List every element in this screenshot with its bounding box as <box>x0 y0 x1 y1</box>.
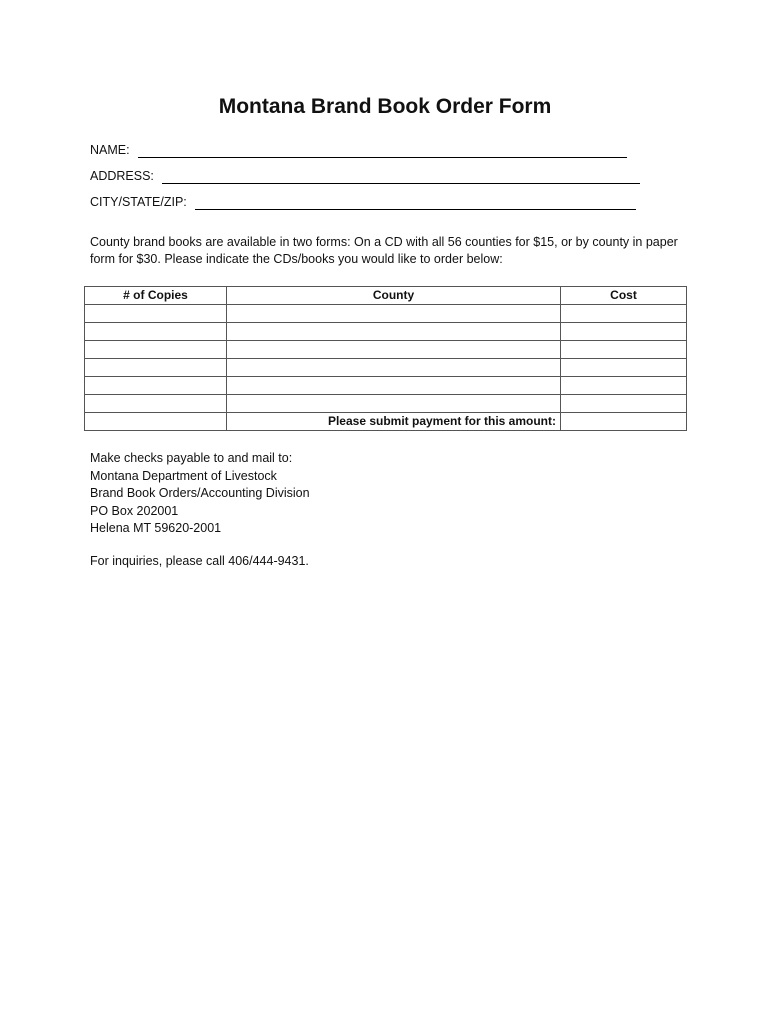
table-header-row <box>85 287 687 305</box>
page-title: Montana Brand Book Order Form <box>218 95 552 118</box>
cost-cell[interactable] <box>561 377 687 395</box>
city-state-zip-field-row <box>90 190 636 210</box>
cost-cell[interactable] <box>561 359 687 377</box>
cost-cell[interactable] <box>561 323 687 341</box>
mail-line: PO Box 202001 <box>90 503 179 518</box>
copies-cell[interactable] <box>85 359 227 377</box>
mail-line: Make checks payable to and mail to: <box>90 451 293 465</box>
copies-cell[interactable] <box>85 305 227 323</box>
mail-line: Helena MT 59620-2001 <box>90 521 222 535</box>
mailing-instructions <box>90 450 310 538</box>
city-state-zip-field[interactable] <box>195 194 636 210</box>
mail-line: Brand Book Orders/Accounting Division <box>90 486 310 500</box>
order-table <box>84 286 687 431</box>
header-county: County <box>227 287 561 305</box>
county-cell[interactable] <box>227 305 561 323</box>
copies-cell[interactable] <box>85 341 227 359</box>
copies-cell[interactable] <box>85 323 227 341</box>
copies-cell[interactable] <box>85 395 227 413</box>
total-label: Please submit payment for this amount: <box>227 413 561 431</box>
cost-cell[interactable] <box>561 341 687 359</box>
cost-cell[interactable] <box>561 305 687 323</box>
inquiry-text: For inquiries, please call 406/444-9431. <box>90 554 309 568</box>
address-field-row <box>90 164 640 184</box>
mail-line: Montana Department of Livestock <box>90 468 277 483</box>
name-field[interactable] <box>138 142 627 158</box>
county-cell[interactable] <box>227 359 561 377</box>
county-cell[interactable] <box>227 323 561 341</box>
table-row <box>85 323 687 341</box>
city-state-zip-label: CITY/STATE/ZIP: <box>90 195 187 209</box>
header-cost: Cost <box>561 287 687 305</box>
address-field[interactable] <box>162 168 640 184</box>
intro-paragraph: County brand books are available in two forms: On a CD with all 56 counties for $15, or by county in paper form for $30. Please indicate the CDs/books you would like to order below: <box>90 235 678 266</box>
county-cell[interactable] <box>227 377 561 395</box>
table-row <box>85 305 687 323</box>
header-copies: # of Copies <box>85 287 227 305</box>
county-cell[interactable] <box>227 395 561 413</box>
total-row <box>85 413 687 431</box>
cost-cell[interactable] <box>561 395 687 413</box>
total-amount-cell[interactable] <box>561 413 687 431</box>
table-row <box>85 377 687 395</box>
copies-cell[interactable] <box>85 377 227 395</box>
address-label: ADDRESS: <box>90 169 154 183</box>
table-row <box>85 341 687 359</box>
county-cell[interactable] <box>227 341 561 359</box>
table-row <box>85 395 687 413</box>
name-field-row <box>90 138 627 158</box>
total-spacer-cell <box>85 413 227 431</box>
name-label: NAME: <box>90 143 130 157</box>
table-row <box>85 359 687 377</box>
